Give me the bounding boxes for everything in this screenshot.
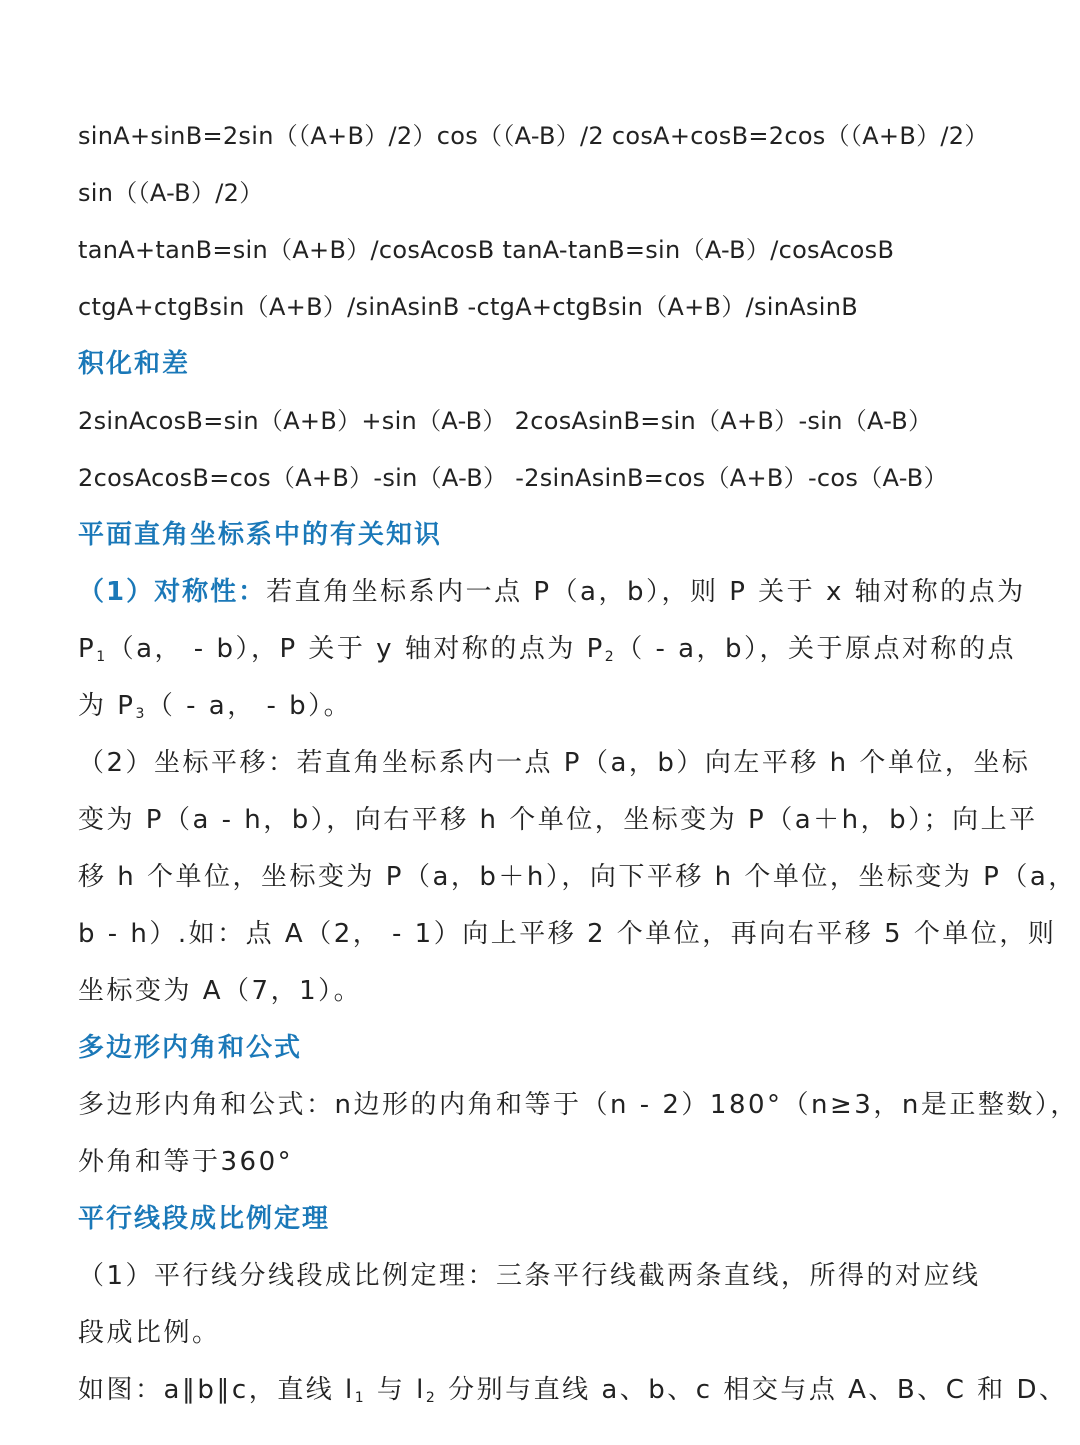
paragraph-text: 为 xyxy=(78,691,118,721)
subscript: 3 xyxy=(135,706,147,722)
formula-line: 2sinAcosB=sin（A+B）+sin（A-B） 2cosAsinB=sin（A+B）-sin（A-B） xyxy=(78,407,933,435)
paragraph-line: b - h）.如：点 A（2， - 1）向上平移 2 个单位，再向右平移 5 个单位，则 xyxy=(78,919,1057,949)
paragraph-line: 段成比例。 xyxy=(78,1318,221,1348)
paragraph-text: （ - a，b），关于原点对称的点 xyxy=(616,634,1017,664)
paragraph-text: 若直角坐标系内一点 P（a，b），则 P 关于 x 轴对称的点为 xyxy=(266,577,1026,607)
paragraph-text: 如图：a∥b∥c，直线 l xyxy=(78,1375,355,1405)
paragraph-text: （a， - b），P 关于 y 轴对称的点为 xyxy=(107,634,587,664)
paragraph-line: 外角和等于360° xyxy=(78,1147,294,1177)
section-heading-parallel-lines: 平行线段成比例定理 xyxy=(78,1204,331,1234)
subscript: 1 xyxy=(354,1390,367,1406)
point-label: P xyxy=(586,634,605,664)
paragraph-line: （2）坐标平移：若直角坐标系内一点 P（a，b）向左平移 h 个单位，坐标 xyxy=(78,748,1031,778)
section-heading-polygon: 多边形内角和公式 xyxy=(78,1033,303,1063)
formula-line: tanA+tanB=sin（A+B）/cosAcosB tanA-tanB=sin（A-B）/cosAcosB xyxy=(78,236,895,264)
paragraph-text: （ - a， - b）。 xyxy=(146,691,353,721)
symmetry-label: （1）对称性： xyxy=(78,577,267,607)
subscript: 1 xyxy=(96,649,108,665)
paragraph-line: 移 h 个单位，坐标变为 P（a，b＋h），向下平移 h 个单位，坐标变为 P（a， xyxy=(78,862,1077,892)
paragraph-line xyxy=(78,678,1010,735)
paragraph-line xyxy=(78,621,1017,678)
section-heading-coordinate-system: 平面直角坐标系中的有关知识 xyxy=(78,520,443,550)
paragraph-line xyxy=(78,1362,1068,1419)
paragraph-line xyxy=(78,564,1026,621)
point-label: P xyxy=(78,634,97,664)
paragraph-line: 变为 P（a - h，b），向右平移 h 个单位，坐标变为 P（a＋h，b）；向上平 xyxy=(78,805,1038,835)
subscript: 2 xyxy=(425,1390,438,1406)
formula-line: sinA+sinB=2sin（（A+B）/2）cos（（A-B）/2 cosA+cosB=2cos（（A+B）/2） xyxy=(78,122,989,150)
point-label: P xyxy=(117,691,136,721)
paragraph-text: 与 l xyxy=(366,1375,426,1405)
paragraph-text: 分别与直线 a、b、c 相交与点 A、B、C 和 D、 xyxy=(437,1375,1068,1405)
subscript: 2 xyxy=(604,649,617,665)
section-heading-product-to-sum: 积化和差 xyxy=(78,349,191,379)
paragraph-line: 坐标变为 A（7，1）。 xyxy=(78,976,363,1006)
paragraph-line: 多边形内角和公式：n边形的内角和等于（n - 2）180°（n≥3，n是正整数）， xyxy=(78,1090,1079,1120)
formula-line: sin（（A-B）/2） xyxy=(78,179,264,207)
formula-line: ctgA+ctgBsin（A+B）/sinAsinB -ctgA+ctgBsin（A+B）/sinAsinB xyxy=(78,293,859,321)
paragraph-line: （1）平行线分线段成比例定理：三条平行线截两条直线，所得的对应线 xyxy=(78,1261,981,1291)
formula-line: 2cosAcosB=cos（A+B）-sin（A-B） -2sinAsinB=cos（A+B）-cos（A-B） xyxy=(78,464,948,492)
